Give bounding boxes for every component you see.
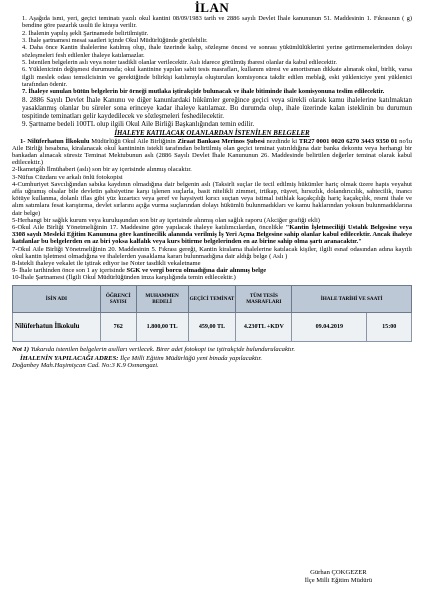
condition-item: 4. Daha önce Kantin ihalelerine katılmış olup, ihale üzerinde kalıp, sözleşme öncesi ve sonrası yükümlülüklerini yerine getirmemelerinden dolayı sözleşmeleri fesh edilenler ihaleye katılamazlar. bbox=[22, 44, 412, 59]
page-title: İLAN bbox=[194, 0, 230, 15]
requirement-4: 4-Cumhuriyet Savcılığından sabıka kaydının olmadığına dair belgenin aslı (Taksirli suçlar ile tecil edilmiş hükümler hariç olmak üzere hapis veyahut affa uğramış olsalar bile devletin şahsiyetine karşı işlenen suçlarla, basit nitelikli zimmet, irtikap, rüşvet, hırsızlık, dolandırıcılık, sahtecilik, inancı kötüye kullanma, dolanlı iflas gibi yüz kızartıcı veya şeref ve haysiyeti kırıcı suçtan veya istimal istihlak kaçakçılığı hariç kaçakçılık, resmi ihale ve alım satımlara fesat karıştırma, devlet sırlarını açığa vurma suçlarından dolayı hükümlü bulunmadıkları ve kamu haklarından yoksun bulunmadıklarına dair belge) bbox=[12, 180, 412, 217]
cell-date: 09.04.2019 bbox=[292, 312, 367, 341]
note: Not 1) Yukarıda istenilen belgelerin asılları verilecek. Birer adet fotokopi ise iştirakçide bulundurulacaktır. bbox=[12, 345, 296, 353]
condition-item: 6. Yüklenicinin değişmesi durumunda; okul kantinine yapılan sabit tesis masrafları, kullanım süresi ve amortisman dikkate alınarak okul, birlik, varsa ilgili meslek odası temsilcisinin ve gerektiğinde bilirkişi katılımıyla oluşturulan komisyonca takdir edilen meblağ, eski yükleniciye yeni yüklenici tarafından ödenir. bbox=[22, 66, 412, 89]
cell-price: 1.800,00 TL bbox=[136, 312, 188, 341]
tender-table bbox=[12, 285, 412, 342]
condition-item: 8. 2886 Sayılı Devlet İhale Kanunu ve diğer kanunlardaki hükümler gereğince geçici veya sürekli olarak kamu ihalelerine katılmaktan yasaklanmış olanlar bu süreler sona erinceye kadar ihaleye katılamaz. Bu durumda olup, ihale üzerinde kalan isteklinin bu durumun tespitinde teminatları gelir kaydedilecek ve sözleşmeleri feshedilecektir. bbox=[22, 95, 412, 121]
announcement-page bbox=[0, 1, 424, 601]
requirement-3: 3-Nüfus Cüzdanı ve arkalı önlü fotokopisi bbox=[12, 173, 123, 181]
signer-title: İlçe Milli Eğitim Müdürü bbox=[304, 577, 372, 584]
requirement-5: 5-Herhangi bir sağlık kurum veya kuruluşundan son bir ay içerisinde alınmış olan sağlık raporu (Akciğer grafiği ekli) bbox=[12, 216, 320, 224]
condition-item: 9. Şartname bedeli 100TL olup ilgili Okul Aile Birliği Başkanlığından temin edilir. bbox=[22, 120, 255, 129]
required-documents-title: İHALEYE KATILACAK OLANLARDAN İSTENİLEN BELGELER bbox=[114, 129, 310, 137]
col-header-costs: TÜM TESİS MASRAFLARI bbox=[236, 285, 292, 312]
col-header-price: MUHAMMEN BEDELİ bbox=[136, 285, 188, 312]
tender-address: İHALENİN YAPILACAĞI ADRES: İlçe Milli Eğitim Müdürlüğü yeni binada yapılacaktır. Doğanbey Mah.Haşimişcan Cad. No:3 K.9 Osmangazi. bbox=[12, 355, 263, 370]
condition-item: 5. İstenilen belgelerin aslı veya noter tasdikli olanlar verilecektir. Aslı idarece görülmüş ibaresi olanlar da kabul edilecektir. bbox=[22, 59, 337, 67]
condition-item: 7. İhaleye sunulan bütün belgelerin bir örneği mutlaka iştirakçide bulunacak ve ihale bitiminde ihale komisyonuna teslim edilecektir. bbox=[22, 88, 385, 96]
signature-block bbox=[305, 569, 372, 585]
table-header-row bbox=[13, 285, 412, 312]
cell-time: 15:00 bbox=[367, 312, 412, 341]
col-header-students: ÖĞRENCİ SAYISI bbox=[100, 285, 136, 312]
condition-item: 1. Aşağıda ismi, yeri, geçici teminatı yazılı okul kantini 08/09/1983 tarih ve 2886 sayılı Devlet İhale kanununun 51. Maddesinin 1. Fıkrasının ( g) bendine göre pazarlık usulü ile kiraya verilir. bbox=[22, 15, 412, 30]
table-row bbox=[13, 312, 412, 341]
conditions-list bbox=[12, 15, 412, 129]
cell-students: 762 bbox=[100, 312, 136, 341]
cell-deposit: 459,00 TL bbox=[188, 312, 236, 341]
requirement-10: 10-İhale Şartnamesi (İlgili Okul Müdürlüğünden imza karşılığında temin edilecektir.) bbox=[12, 274, 236, 282]
col-header-name: İSİN ADI bbox=[13, 285, 101, 312]
col-header-deposit: GEÇİCİ TEMİNAT bbox=[188, 285, 236, 312]
signer-name: Gürhan ÇOKGEZER bbox=[310, 569, 367, 576]
requirement-6: 6-Okul Aile Birliği Yönetmeliğinin 17. Maddesine göre yapılacak ihaleye katılımcılardan, öncelikle "Kantin İşletmeciliği Ustalık Belgesine veya 3308 sayılı Mesleki Eğitim Kanununa göre kantinecilik alanında verilmiş İş Yeri Açma Belgesine sahip olanlar kabul edilecektir. Ancak ihaleye katılanlar bu belgelerden en az biri yoksa kalfalık veya kurs bitirme belgelerinden en az birine sahip olma şartı aranacaktır." bbox=[12, 224, 412, 246]
col-header-date: İHALE TARİHİ VE SAATİ bbox=[292, 285, 412, 312]
requirement-1: 1- Nilüferhatun İlkokulu Müdürlüğü Okul Aile Birliğinin Ziraat Bankası Merinos Şubesi nezdinde ki TR27 0001 0020 6270 3443 9350 01 no'lu Aile Birliği hesabına, kiralanacak okul kantininin istekli tarafından belirtilmiş olan geçici teminat yatırıldığına dair banka dekontu veya herhangi bir bankadan alınacak süresiz Teminat Mektubunun aslı (2886 Sayılı Devlet İhale Kanununun 26. Maddesinde belirtilen değerler teminat olarak kabul edilecektir.) bbox=[12, 137, 412, 167]
condition-item: 3. İhale şartnamesi mesai saatleri içinde Okul Müdürlüğünde görülebilir. bbox=[22, 37, 208, 45]
requirement-8: 8-İstekli ihaleye vekalet ile iştirak ediyor ise Noter tasdikli vekaletname bbox=[12, 260, 201, 268]
requirement-7: 7-Okul Aile Birliği Yönetmeliğinin 20. Maddesinin 5. Fıkrası gereği, Kantin kiralama ihalelerine katılacak kişiler, ilgili esnaf odasından adına kayıtlı okul kantin işletmesi olmadığına ve ihalelerden yasaklama kararı bulunmadığına dair aldığı belge ( Aslı ) bbox=[12, 245, 412, 260]
requirement-9: 9- İhale tarihinden önce son 1 ay içerisinde SGK ve vergi borcu olmadığına dair alınmış belge bbox=[12, 267, 267, 275]
requirement-2: 2-İkametgâh İlmühaberi (aslı) son bir ay içerisinde alınmış olacaktır. bbox=[12, 166, 192, 174]
cell-name: Nilüferhatun İlkokulu bbox=[13, 312, 101, 341]
cell-costs: 4.230TL +KDV bbox=[236, 312, 292, 341]
condition-item: 2. İhalenin yapılış şekli Şartnamede belirtilmiştir. bbox=[22, 29, 149, 37]
